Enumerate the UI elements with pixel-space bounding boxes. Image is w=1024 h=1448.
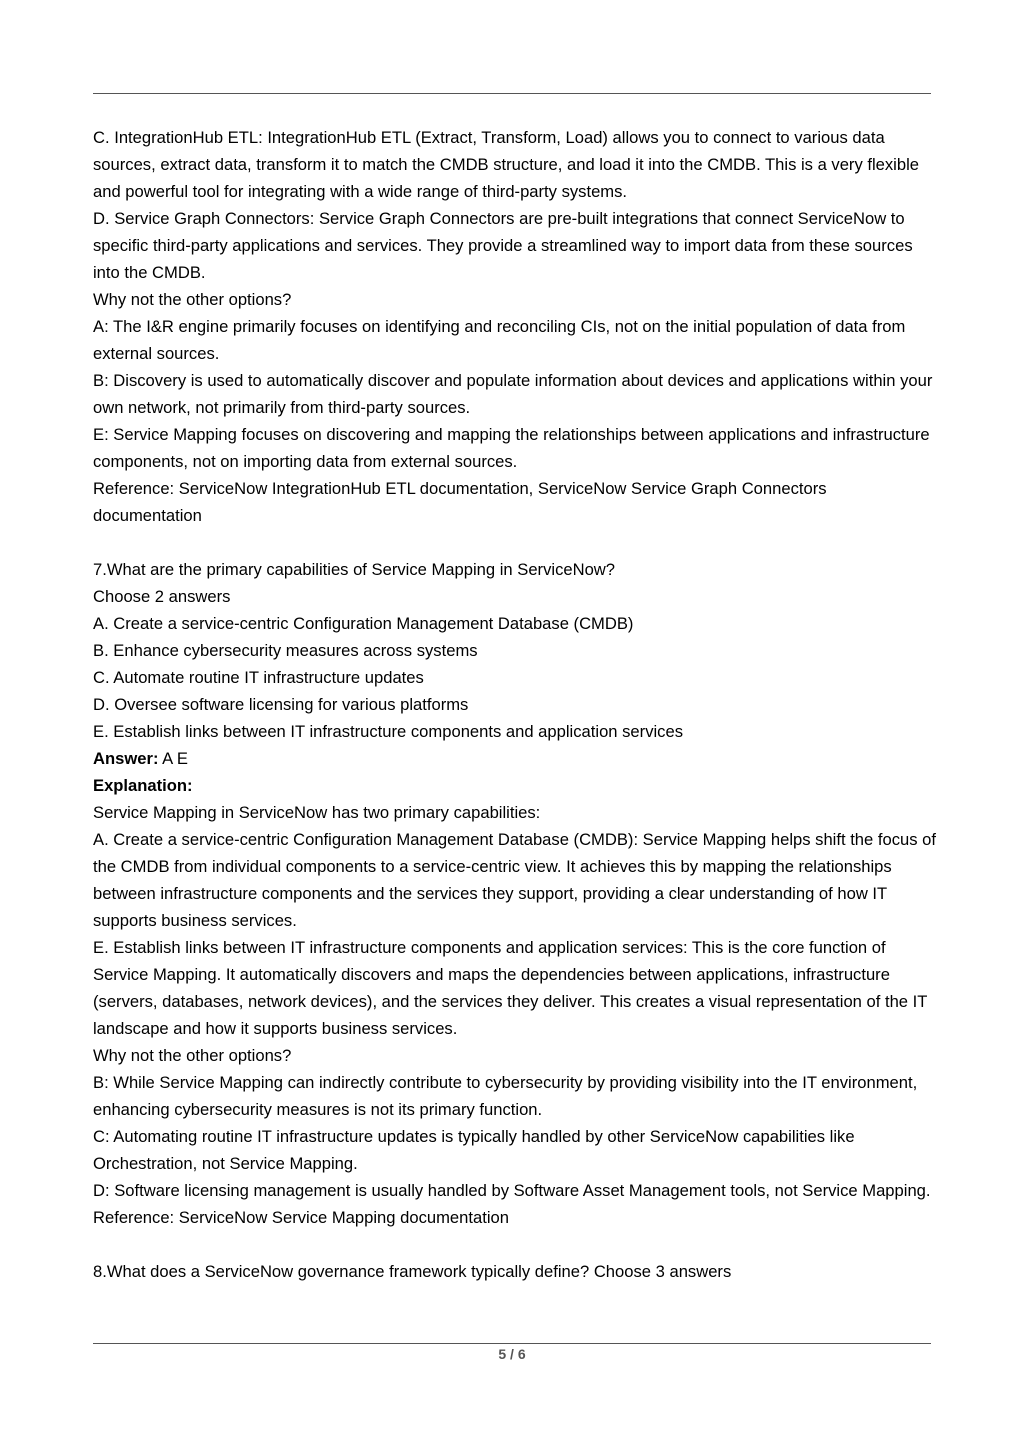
question-text: 7.What are the primary capabilities of Service Mapping in ServiceNow? (93, 560, 616, 579)
question-text: 8.What does a ServiceNow governance framework typically define? Choose 3 answers (93, 1262, 732, 1281)
explanation-paragraph: A. Create a service-centric Configuration Management Database (CMDB): Service Mapping helps shift the focus of the CMDB from individual components to a service-centric view. It achieves this by mapping the relationships between infrastructure components and the services they support, providing a clear understanding of how IT supports business services. (93, 830, 936, 930)
answer-value: A E (158, 749, 188, 768)
question-instruction: Choose 2 answers (93, 587, 231, 606)
explanation-paragraph: B: While Service Mapping can indirectly contribute to cybersecurity by providing visibility into the IT environment, enhancing cybersecurity measures is not its primary function. (93, 1073, 918, 1119)
answer-option: A. Create a service-centric Configuration Management Database (CMDB) (93, 614, 634, 633)
paragraph: D. Service Graph Connectors: Service Graph Connectors are pre-built integrations that connect ServiceNow to specific third-party applications and services. They provide a streamlined way to import data from these sources into the CMDB. (93, 209, 913, 282)
paragraph: Why not the other options? (93, 290, 292, 309)
answer-line (93, 745, 938, 772)
explanation-paragraph: Why not the other options? (93, 1046, 292, 1065)
answer-option: C. Automate routine IT infrastructure updates (93, 668, 424, 687)
paragraph: E: Service Mapping focuses on discovering and mapping the relationships between applications and infrastructure components, not on importing data from external sources. (93, 425, 930, 471)
paragraph: B: Discovery is used to automatically discover and populate information about devices and applications within your own network, not primarily from third-party sources. (93, 371, 933, 417)
paragraph: A: The I&R engine primarily focuses on identifying and reconciling CIs, not on the initial population of data from external sources. (93, 317, 906, 363)
page-content (93, 124, 938, 1285)
explanation-label: Explanation: (93, 776, 193, 795)
explanation-paragraph: D: Software licensing management is usually handled by Software Asset Management tools, not Service Mapping. (93, 1181, 931, 1200)
answer-option: E. Establish links between IT infrastructure components and application services (93, 722, 683, 741)
answer-option: B. Enhance cybersecurity measures across systems (93, 641, 478, 660)
footer-rule (93, 1343, 931, 1344)
paragraph: Reference: ServiceNow IntegrationHub ETL documentation, ServiceNow Service Graph Connectors documentation (93, 479, 827, 525)
spacer (93, 529, 938, 556)
explanation-paragraph: Service Mapping in ServiceNow has two primary capabilities: (93, 803, 541, 822)
spacer (93, 1231, 938, 1258)
page-number: 5 / 6 (498, 1346, 526, 1362)
explanation-paragraph: Reference: ServiceNow Service Mapping documentation (93, 1208, 509, 1227)
explanation-paragraph: C: Automating routine IT infrastructure updates is typically handled by other ServiceNow capabilities like Orchestration, not Service Mapping. (93, 1127, 855, 1173)
header-rule (93, 93, 931, 94)
paragraph: C. IntegrationHub ETL: IntegrationHub ETL (Extract, Transform, Load) allows you to connect to various data sources, extract data, transform it to match the CMDB structure, and load it into the CMDB. This is a very flexible and powerful tool for integrating with a wide range of third-party systems. (93, 128, 920, 201)
answer-label: Answer: (93, 749, 159, 768)
answer-option: D. Oversee software licensing for various platforms (93, 695, 469, 714)
explanation-paragraph: E. Establish links between IT infrastructure components and application services: This is the core function of Service Mapping. It automatically discovers and maps the dependencies between applications, infrastructure (servers, databases, network devices), and the services they deliver. This creates a visual representation of the IT landscape and how it supports business services. (93, 938, 928, 1038)
